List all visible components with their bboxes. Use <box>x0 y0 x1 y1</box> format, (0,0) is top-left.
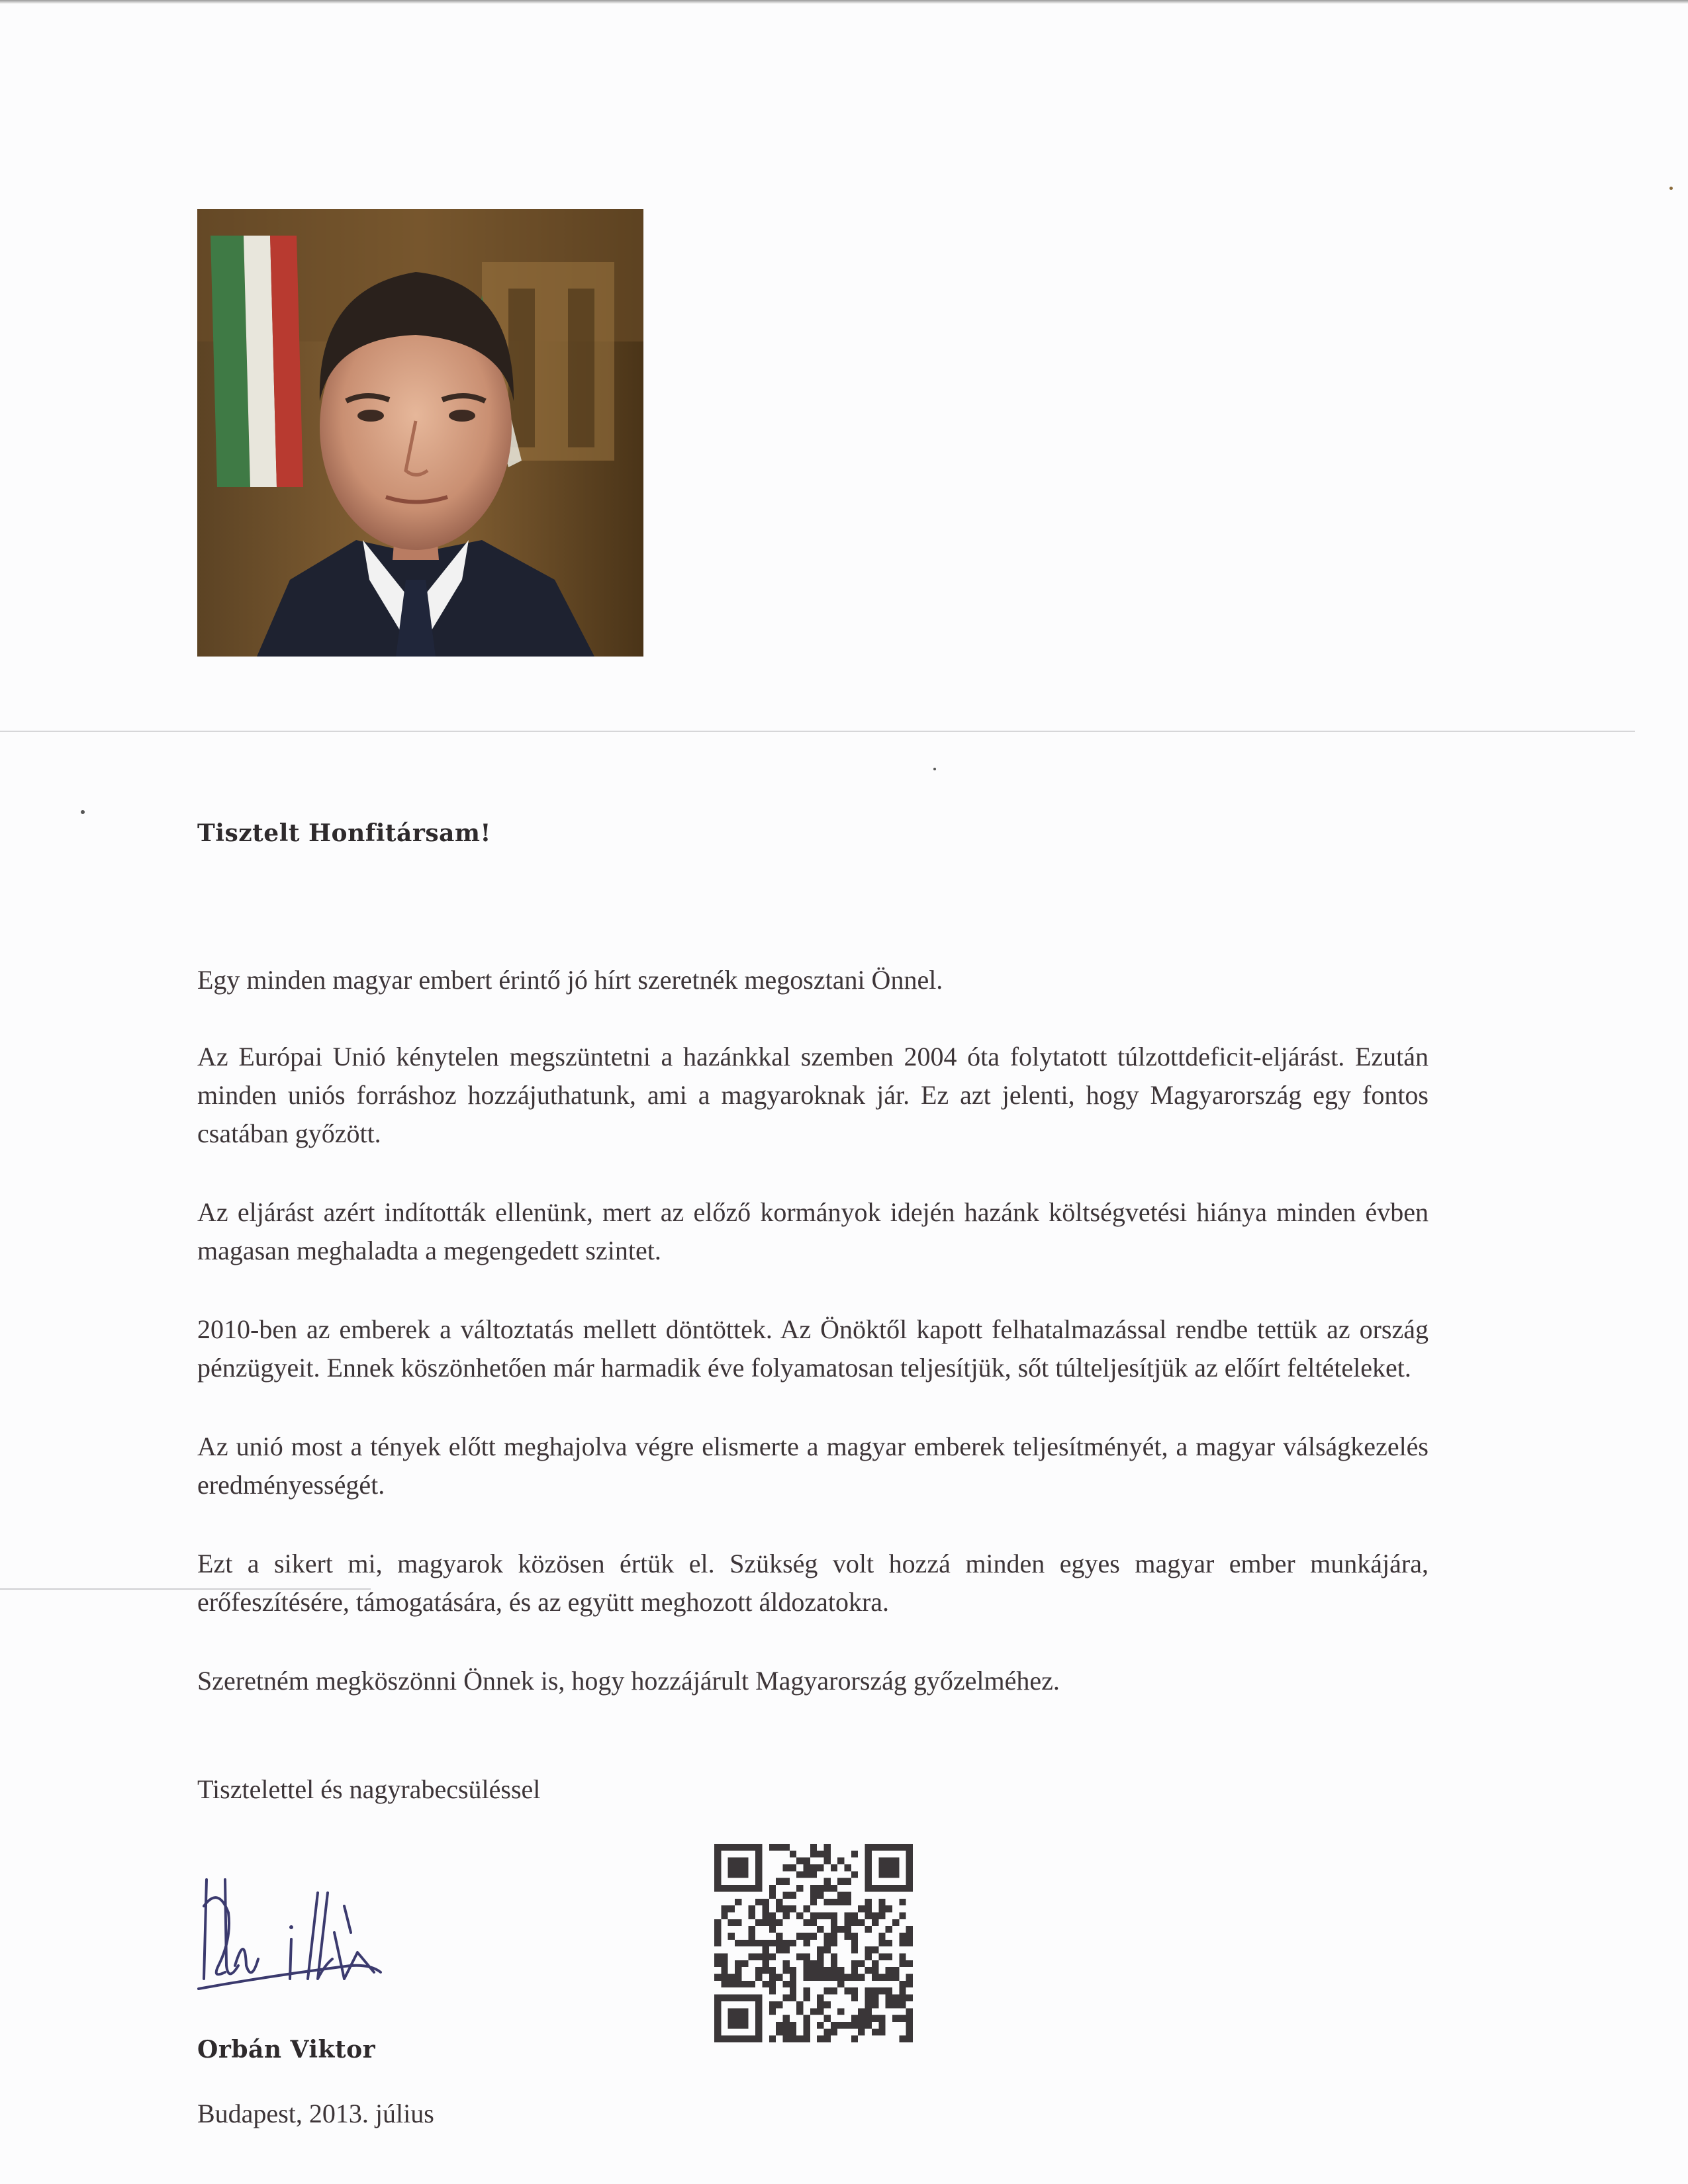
handwritten-signature <box>192 1866 384 1999</box>
signer-name: Orbán Viktor <box>197 2036 376 2064</box>
paragraph: Az eljárást azért indították ellenünk, mert az előző kormányok idején hazánk költségvetési hiánya minden évben magasan meghaladta a megengedett szintet. <box>197 1197 1429 1265</box>
salutation: Tisztelt Honfitársam! <box>197 819 491 847</box>
scan-edge <box>0 0 1688 4</box>
paragraph: Egy minden magyar embert érintő jó hírt szeretnék megosztani Önnel. <box>197 965 943 995</box>
paragraph: Ezt a sikert mi, magyarok közösen értük el. Szükség volt hozzá minden egyes magyar ember munkájára, erőfeszítésére, támogatására, és az együtt meghozott áldozatokra. <box>197 1549 1429 1617</box>
letter-body <box>197 961 1429 1741</box>
paragraph: Szeretném megköszönni Önnek is, hogy hozzájárult Magyarország győzelméhez. <box>197 1666 1060 1696</box>
paper-speck <box>1669 187 1673 190</box>
paragraph: Az unió most a tények előtt meghajolva végre elismerte a magyar emberek teljesítményét, a magyar válságkezelés eredményességét. <box>197 1432 1429 1500</box>
paper-speck <box>81 810 85 814</box>
qr-code <box>714 1844 913 2042</box>
portrait-photo <box>197 209 643 657</box>
paragraph: 2010-ben az emberek a változtatás mellett döntöttek. Az Önöktől kapott felhatalmazással rendbe tettük az ország pénzügyeit. Ennek köszönhetően már harmadik éve folyamatosan teljesítjük, sőt túlteljesítjük az előírt feltételeket. <box>197 1314 1429 1383</box>
paragraph: Az Európai Unió kénytelen megszüntetni a hazánkkal szemben 2004 óta folytatott túlzottdeficit-eljárást. Ezután minden uniós forráshoz hozzájuthatunk, ami a magyaroknak jár. Ez azt jelenti, hogy Magyarország egy fontos csatában győzött. <box>197 1042 1429 1148</box>
place-and-date: Budapest, 2013. július <box>197 2099 434 2128</box>
paper-speck <box>933 768 936 770</box>
fold-line-upper <box>0 731 1635 732</box>
closing-line: Tisztelettel és nagyrabecsüléssel <box>197 1774 541 1804</box>
